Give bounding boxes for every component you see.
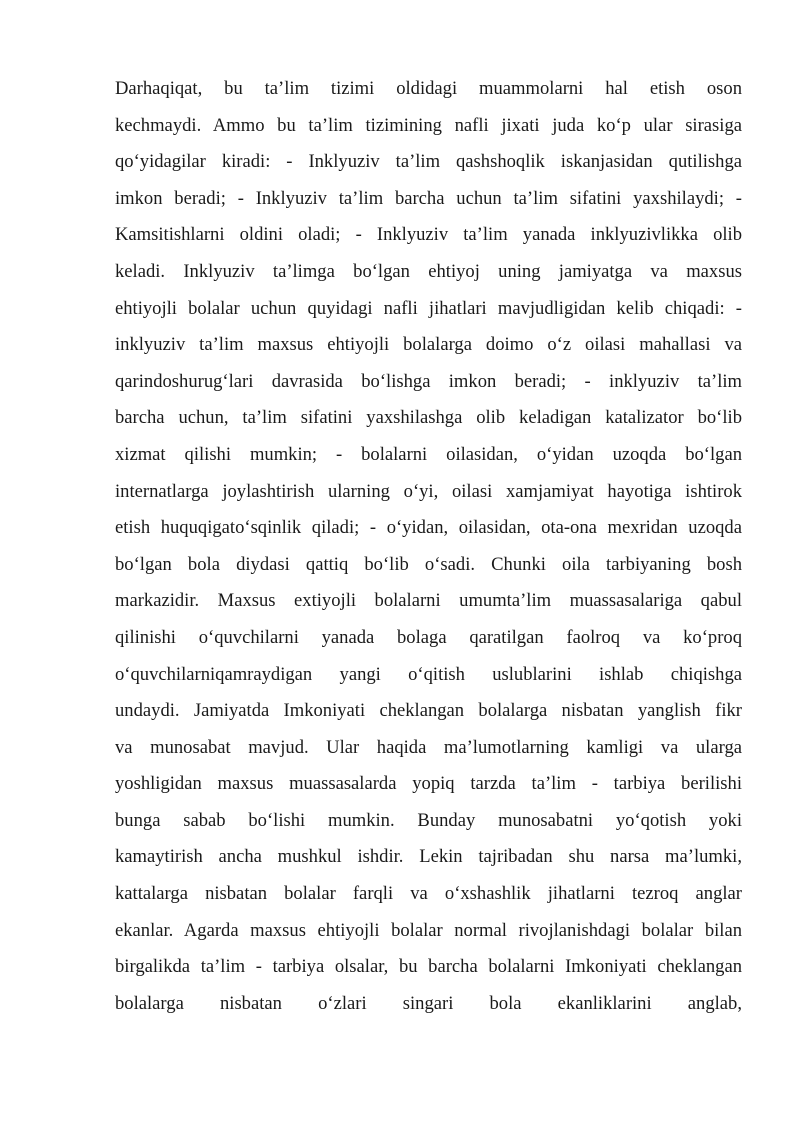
- text-line: Kamsitishlarni oldini oladi; - Inklyuziv ta’lim yanada inklyuzivlikka olib: [115, 224, 742, 246]
- text-line: o‘quvchilarniqamraydigan yangi o‘qitish uslublarini ishlab chiqishga: [115, 663, 742, 685]
- text-line: va munosabat mavjud. Ular haqida ma’lumotlarning kamligi va ularga: [115, 736, 742, 758]
- text-line: qo‘yidagilar kiradi: - Inklyuziv ta’lim qashshoqlik iskanjasidan qutilishga: [115, 151, 742, 173]
- text-line: barcha uchun, ta’lim sifatini yaxshilashga olib keladigan katalizator bo‘lib: [115, 407, 742, 429]
- text-line: yoshligidan maxsus muassasalarda yopiq tarzda ta’lim - tarbiya berilishi: [115, 773, 742, 795]
- text-line: imkon beradi; - Inklyuziv ta’lim barcha uchun ta’lim sifatini yaxshilaydi; -: [115, 187, 742, 209]
- text-line: kattalarga nisbatan bolalar farqli va o‘xshashlik jihatlarni tezroq anglar: [115, 883, 742, 905]
- text-line: birgalikda ta’lim - tarbiya olsalar, bu barcha bolalarni Imkoniyati cheklangan: [115, 956, 742, 978]
- text-line: qilinishi o‘quvchilarni yanada bolaga qaratilgan faolroq va ko‘proq: [115, 626, 742, 648]
- text-line: Darhaqiqat, bu ta’lim tizimi oldidagi muammolarni hal etish oson: [115, 78, 742, 99]
- text-line: inklyuziv ta’lim maxsus ehtiyojli bolalarga doimo o‘z oilasi mahallasi va: [115, 334, 742, 356]
- text-line: kechmaydi. Ammo bu ta’lim tizimining nafli jixati juda ko‘p ular sirasiga: [115, 114, 742, 136]
- text-line: internatlarga joylashtirish ularning o‘yi, oilasi xamjamiyat hayotiga ishtirok: [115, 480, 742, 502]
- body-paragraph: [115, 71, 742, 1022]
- text-line: xizmat qilishi mumkin; - bolalarni oilasidan, o‘yidan uzoqda bo‘lgan: [115, 443, 742, 465]
- text-line: kamaytirish ancha mushkul ishdir. Lekin tajribadan shu narsa ma’lumki,: [115, 846, 742, 868]
- text-line: bo‘lgan bola diydasi qattiq bo‘lib o‘sadi. Chunki oila tarbiyaning bosh: [115, 553, 742, 575]
- text-line: bunga sabab bo‘lishi mumkin. Bunday munosabatni yo‘qotish yoki: [115, 809, 742, 831]
- text-line: undaydi. Jamiyatda Imkoniyati cheklangan bolalarga nisbatan yanglish fikr: [115, 700, 742, 722]
- text-line: keladi. Inklyuziv ta’limga bo‘lgan ehtiyoj uning jamiyatga va maxsus: [115, 260, 742, 282]
- text-line: ekanlar. Agarda maxsus ehtiyojli bolalar normal rivojlanishdagi bolalar bilan: [115, 919, 742, 941]
- text-line: markazidir. Maxsus extiyojli bolalarni umumta’lim muassasalariga qabul: [115, 590, 742, 612]
- text-line: qarindoshurug‘lari davrasida bo‘lishga imkon beradi; - inklyuziv ta’lim: [115, 370, 742, 392]
- text-line: etish huquqigato‘sqinlik qiladi; - o‘yidan, oilasidan, ota-ona mexridan uzoqda: [115, 517, 742, 539]
- text-line: bolalarga nisbatan o‘zlari singari bola ekanliklarini anglab,: [115, 992, 742, 1014]
- text-line: ehtiyojli bolalar uchun quyidagi nafli jihatlari mavjudligidan kelib chiqadi: -: [115, 297, 742, 319]
